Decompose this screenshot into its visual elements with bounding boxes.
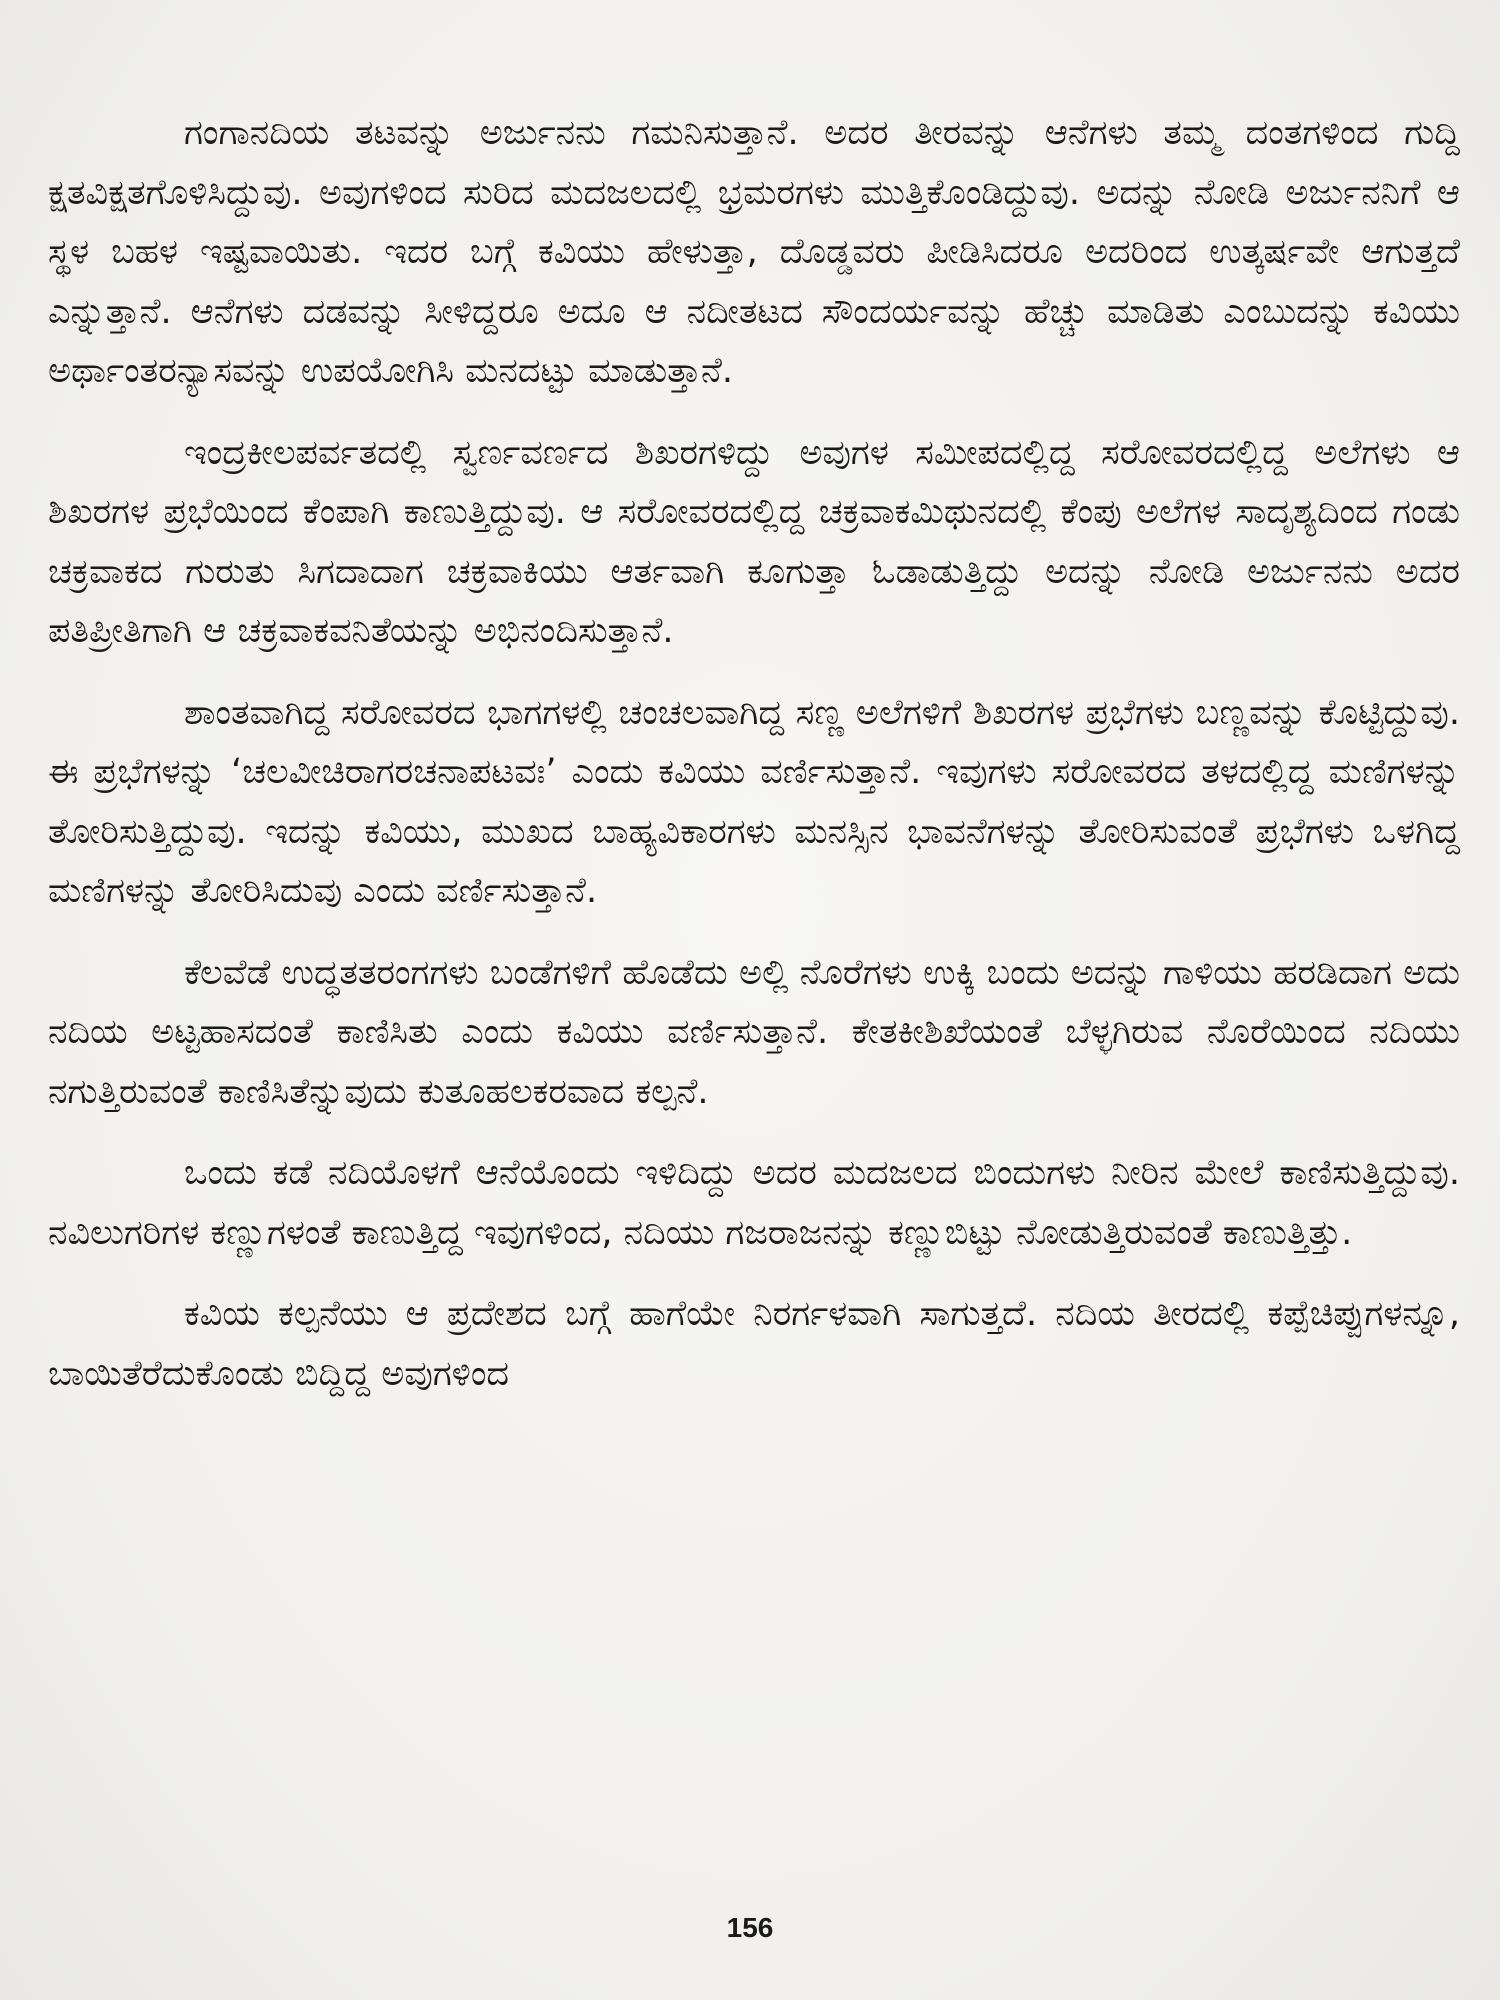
page-number: 156 <box>726 1912 774 1943</box>
paragraph-3: ಶಾಂತವಾಗಿದ್ದ ಸರೋವರದ ಭಾಗಗಳಲ್ಲಿ ಚಂಚಲವಾಗಿದ್ದ ಸಣ್ಣ ಅಲೆಗಳಿಗೆ ಶಿಖರಗಳ ಪ್ರಭೆಗಳು ಬಣ್ಣವನ್ನು ಕೊಟ್ಟಿದ್ದುವು. ಈ ಪ್ರಭೆಗಳನ್ನು ‘ಚಲವೀಚಿರಾಗರಚನಾಪಟವಃ’ ಎಂದು ಕವಿಯು ವರ್ಣಿಸುತ್ತಾನೆ. ಇವುಗಳು ಸರೋವರದ ತಳದಲ್ಲಿದ್ದ ಮಣಿಗಳನ್ನು ತೋರಿಸುತ್ತಿದ್ದುವು. ಇದನ್ನು ಕವಿಯು, ಮುಖದ ಬಾಹ್ಯವಿಕಾರಗಳು ಮನಸ್ಸಿನ ಭಾವನೆಗಳನ್ನು ತೋರಿಸುವಂತೆ ಪ್ರಭೆಗಳು ಒಳಗಿದ್ದ ಮಣಿಗಳನ್ನು ತೋರಿಸಿದುವು ಎಂದು ವರ್ಣಿಸುತ್ತಾನೆ. <box>48 692 1460 911</box>
paragraph-2: ಇಂದ್ರಕೀಲಪರ್ವತದಲ್ಲಿ ಸ್ವರ್ಣವರ್ಣದ ಶಿಖರಗಳಿದ್ದು ಅವುಗಳ ಸಮೀಪದಲ್ಲಿದ್ದ ಸರೋವರದಲ್ಲಿದ್ದ ಅಲೆಗಳು ಆ ಶಿಖರಗಳ ಪ್ರಭೆಯಿಂದ ಕೆಂಪಾಗಿ ಕಾಣುತ್ತಿದ್ದುವು. ಆ ಸರೋವರದಲ್ಲಿದ್ದ ಚಕ್ರವಾಕಮಿಥುನದಲ್ಲಿ ಕೆಂಪು ಅಲೆಗಳ ಸಾದೃಶ್ಯದಿಂದ ಗಂಡು ಚಕ್ರವಾಕದ ಗುರುತು ಸಿಗದಾದಾಗ ಚಕ್ರವಾಕಿಯು ಆರ್ತವಾಗಿ ಕೂಗುತ್ತಾ ಓಡಾಡುತ್ತಿದ್ದು ಅದನ್ನು ನೋಡಿ ಅರ್ಜುನನು ಅದರ ಪತಿಪ್ರೀತಿಗಾಗಿ ಆ ಚಕ್ರವಾಕವನಿತೆಯನ್ನು ಅಭಿನಂದಿಸುತ್ತಾನೆ. <box>48 432 1460 651</box>
paragraph-4: ಕೆಲವೆಡೆ ಉದ್ಧತತರಂಗಗಳು ಬಂಡೆಗಳಿಗೆ ಹೊಡೆದು ಅಲ್ಲಿ ನೊರೆಗಳು ಉಕ್ಕಿ ಬಂದು ಅದನ್ನು ಗಾಳಿಯು ಹರಡಿದಾಗ ಅದು ನದಿಯ ಅಟ್ಟಹಾಸದಂತೆ ಕಾಣಿಸಿತು ಎಂದು ಕವಿಯು ವರ್ಣಿಸುತ್ತಾನೆ. ಕೇತಕೀಶಿಖೆಯಂತೆ ಬೆಳ್ಳಗಿರುವ ನೊರೆಯಿಂದ ನದಿಯು ನಗುತ್ತಿರುವಂತೆ ಕಾಣಿಸಿತೆನ್ನುವುದು ಕುತೂಹಲಕರವಾದ ಕಲ್ಪನೆ. <box>48 952 1460 1112</box>
paragraph-5: ಒಂದು ಕಡೆ ನದಿಯೊಳಗೆ ಆನೆಯೊಂದು ಇಳಿದಿದ್ದು ಅದರ ಮದಜಲದ ಬಿಂದುಗಳು ನೀರಿನ ಮೇಲೆ ಕಾಣಿಸುತ್ತಿದ್ದುವು. ನವಿಲುಗರಿಗಳ ಕಣ್ಣುಗಳಂತೆ ಕಾಣುತ್ತಿದ್ದ ಇವುಗಳಿಂದ, ನದಿಯು ಗಜರಾಜನನ್ನು ಕಣ್ಣುಬಿಟ್ಟು ನೋಡುತ್ತಿರುವಂತೆ ಕಾಣುತ್ತಿತ್ತು. <box>48 1153 1460 1253</box>
paragraph-1: ಗಂಗಾನದಿಯ ತಟವನ್ನು ಅರ್ಜುನನು ಗಮನಿಸುತ್ತಾನೆ. ಅದರ ತೀರವನ್ನು ಆನೆಗಳು ತಮ್ಮ ದಂತಗಳಿಂದ ಗುದ್ದಿ ಕ್ಷತವಿಕ್ಷತಗೊಳಿಸಿದ್ದುವು. ಅವುಗಳಿಂದ ಸುರಿದ ಮದಜಲದಲ್ಲಿ ಭ್ರಮರಗಳು ಮುತ್ತಿಕೊಂಡಿದ್ದುವು. ಅದನ್ನು ನೋಡಿ ಅರ್ಜುನನಿಗೆ ಆ ಸ್ಥಳ ಬಹಳ ಇಷ್ಟವಾಯಿತು. ಇದರ ಬಗ್ಗೆ ಕವಿಯು ಹೇಳುತ್ತಾ, ದೊಡ್ಡವರು ಪೀಡಿಸಿದರೂ ಅದರಿಂದ ಉತ್ಕರ್ಷವೇ ಆಗುತ್ತದೆ ಎನ್ನುತ್ತಾನೆ. ಆನೆಗಳು ದಡವನ್ನು ಸೀಳಿದ್ದರೂ ಅದೂ ಆ ನದೀತಟದ ಸೌಂದರ್ಯವನ್ನು ಹೆಚ್ಚು ಮಾಡಿತು ಎಂಬುದನ್ನು ಕವಿಯು ಅರ್ಥಾಂತರನ್ಯಾಸವನ್ನು ಉಪಯೋಗಿಸಿ ಮನದಟ್ಟು ಮಾಡುತ್ತಾನೆ. <box>48 113 1460 391</box>
paragraph-6: ಕವಿಯ ಕಲ್ಪನೆಯು ಆ ಪ್ರದೇಶದ ಬಗ್ಗೆ ಹಾಗೆಯೇ ನಿರರ್ಗಳವಾಗಿ ಸಾಗುತ್ತದೆ. ನದಿಯ ತೀರದಲ್ಲಿ ಕಪ್ಪೆಚಿಪ್ಪುಗಳನ್ನೂ, ಬಾಯಿತೆರೆದುಕೊಂಡು ಬಿದ್ದಿದ್ದ ಅವುಗಳಿಂದ <box>48 1294 1460 1394</box>
body-text <box>48 104 1460 1404</box>
